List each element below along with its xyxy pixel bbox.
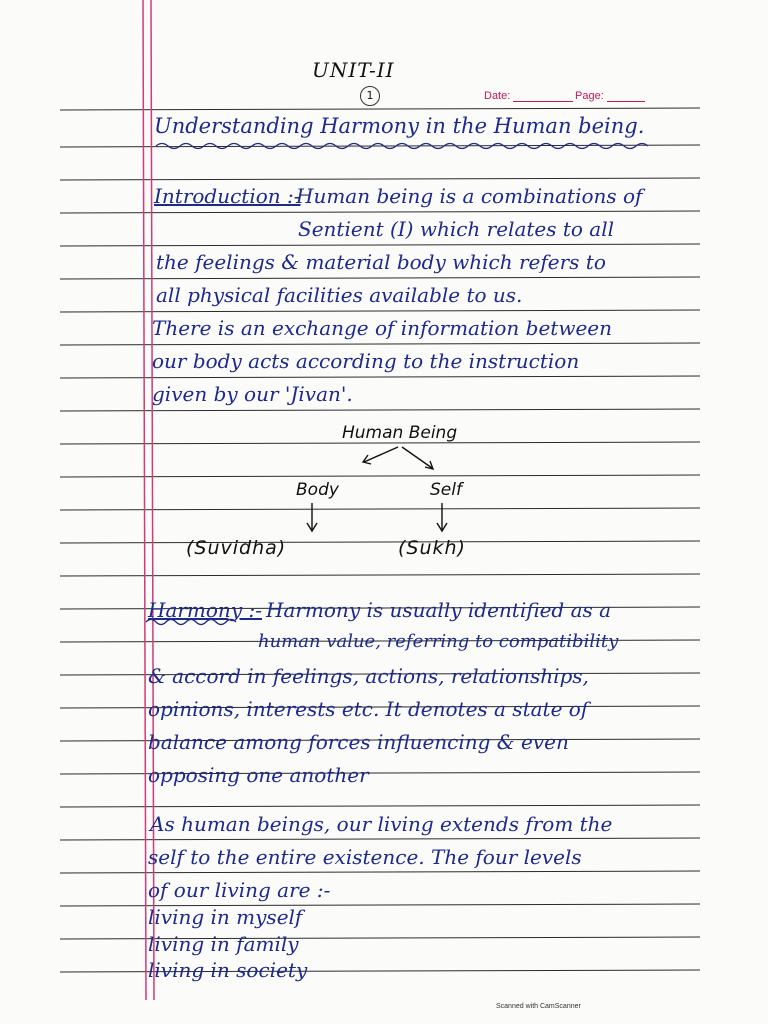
- intro-line: There is an exchange of information between: [152, 316, 613, 340]
- diagram-sukh: (Sukh): [398, 537, 466, 559]
- intro-line: Human being is a combinations of: [296, 184, 643, 208]
- page-field: [575, 90, 645, 102]
- harmony-line: opposing one another: [148, 763, 369, 787]
- page-title: Understanding Harmony in the Human being.: [154, 114, 645, 138]
- intro-line: all physical facilities available to us.: [156, 283, 523, 307]
- harmony-line: Harmony is usually identified as a: [266, 598, 612, 622]
- diagram-root: Human Being: [342, 423, 458, 443]
- levels-line: living in society: [148, 958, 308, 982]
- diagram-suvidha: (Suvidha): [186, 537, 287, 559]
- intro-line: given by our 'Jivan'.: [152, 382, 353, 406]
- intro-line: our body acts according to the instruction: [152, 349, 580, 373]
- date-label: Date:: [484, 90, 511, 102]
- date-blank: [513, 92, 573, 102]
- levels-line: living in family: [148, 932, 299, 956]
- intro-heading: Introduction :-: [154, 184, 301, 208]
- harmony-line: balance among forces influencing & even: [148, 730, 569, 754]
- levels-line: self to the entire existence. The four levels: [148, 845, 582, 869]
- intro-line: the feelings & material body which refers to: [156, 250, 606, 274]
- page-label: Page:: [575, 90, 604, 102]
- harmony-line: & accord in feelings, actions, relationships,: [148, 664, 589, 688]
- diagram-self: Self: [430, 480, 462, 500]
- page-blank: [607, 92, 645, 102]
- levels-line: living in myself: [148, 905, 303, 929]
- levels-line: As human beings, our living extends from the: [150, 812, 613, 836]
- intro-line: Sentient (I) which relates to all: [298, 217, 615, 241]
- diagram-body: Body: [296, 480, 339, 500]
- page-number-circle: 1: [360, 86, 380, 106]
- harmony-heading: Harmony :-: [148, 598, 262, 622]
- levels-line: of our living are :-: [148, 878, 331, 902]
- harmony-line: human value, referring to compatibility: [258, 631, 619, 652]
- harmony-line: opinions, interests etc. It denotes a state of: [148, 697, 589, 721]
- unit-heading: UNIT-II: [312, 58, 395, 82]
- date-field: [484, 90, 573, 102]
- scanner-watermark: Scanned with CamScanner: [496, 1003, 581, 1010]
